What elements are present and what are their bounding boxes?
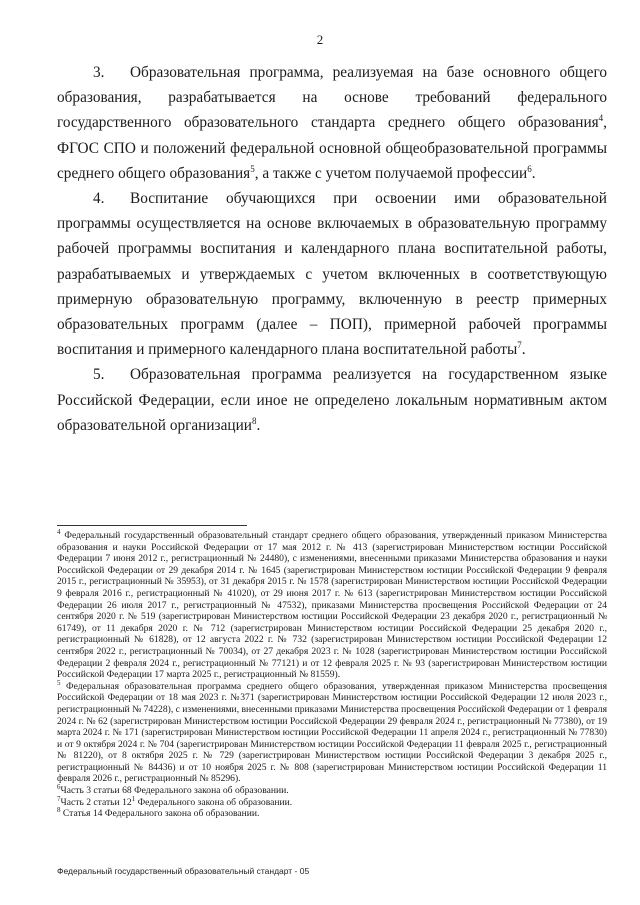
footnote-7 xyxy=(57,794,607,809)
footnote-4 xyxy=(57,527,607,681)
footnote-separator xyxy=(57,525,247,526)
page-number: 2 xyxy=(316,32,324,47)
footnotes xyxy=(57,527,607,820)
footnote-8 xyxy=(57,808,607,820)
paragraph-text: , а также с учетом получаемой профессии xyxy=(254,164,528,182)
paragraph-3 xyxy=(57,60,607,186)
paragraph-number: 4. xyxy=(93,190,105,208)
footnote-text: Часть 3 статьи 68 Федерального закона об образовании. xyxy=(60,785,289,797)
footnote-ref[interactable]: 6 xyxy=(527,163,532,174)
footnote-ref[interactable]: 7 xyxy=(517,340,522,351)
footnote-mark: 4 xyxy=(57,527,61,536)
paragraph-4 xyxy=(57,186,607,362)
paragraph-end: . xyxy=(531,164,536,182)
footnote-mark: 6 xyxy=(57,782,61,791)
footnote-ref[interactable]: 5 xyxy=(250,163,255,174)
footnote-text: Федерального закона об образовании. xyxy=(135,796,293,808)
footnote-ref[interactable]: 4 xyxy=(598,113,604,124)
paragraph-number: 3. xyxy=(93,64,105,81)
paragraph-text: Образовательная программа реализуется на государственном языке Российской Федерации, если иное не определено локальным нормативным актом образовательной организации xyxy=(57,366,607,434)
paragraph-end: . xyxy=(521,341,526,359)
footnote-text: Федеральная образовательная программа среднего общего образования, утвержденная приказом Министерства просвещения Российской Федерации от 18 мая 2023 г. №371 (зарегистрирован Министерством юстиции Российской Федерации 12 июля 2023 г., регистрационный № 74228), с изменениями, внесенными приказами Министерства просвещения Российской Федерации от 1 февраля 2024 г. № 62 (зарегистрирован Министерством юстиции Российской Федерации 29 февраля 2024 г., регистрационный № 77380), от 19 марта 2024 г. № 171 (зарегистрирован Министерством юстиции Российской Федерации 11 апреля 2024 г., регистрационный № 77830) и от 9 октября 2024 г. № 704 (зарегистрирован Министерством юстиции Российской Федерации 11 февраля 2025 г., регистрационный № 81220), от 8 октября 2025 г. № 729 (зарегистрирован Министерством юстиции Российской Федерации 3 декабря 2025 г., регистрационный № 84436) и от 10 ноября 2025 г. № 808 (зарегистрирован Министерством юстиции Российской Федерации 11 февраля 2026 г., регистрационный № 85296). xyxy=(57,680,607,785)
footnote-6 xyxy=(57,782,607,797)
paragraph-end: . xyxy=(256,416,261,434)
footnote-text: Часть 2 статьи 12 xyxy=(60,796,132,808)
paragraph-number: 5. xyxy=(93,366,105,384)
footnote-mark: 8 xyxy=(57,806,61,815)
footnote-ref[interactable]: 8 xyxy=(251,415,257,426)
footnote-5 xyxy=(57,678,607,785)
document-body xyxy=(57,60,607,438)
footnote-mark: 5 xyxy=(57,678,61,687)
article-index: 1 xyxy=(131,794,136,803)
page-footer: Федеральный государственный образовательный стандарт - 05 xyxy=(57,866,310,876)
footnote-mark: 7 xyxy=(57,794,61,803)
paragraph-text: Образовательная программа, реализуемая на базе основного общего образования, разрабатывается на основе требований федерального государственного образовательного стандарта среднего общего образования xyxy=(57,64,607,132)
footnote-text: Статья 14 Федерального закона об образовании. xyxy=(60,808,260,820)
paragraph-5 xyxy=(57,362,607,438)
paragraph-text: , ФГОС СПО и положений федеральной основной общеобразовательной программы среднего общего образования xyxy=(57,114,607,182)
paragraph-text: Воспитание обучающихся при освоении ими образовательной программы осуществляется на основе включаемых в образовательную программу рабочей программы воспитания и календарного плана воспитательной работы, разрабатываемых и утверждаемых с учетом включенных в соответствующую примерную образовательную программу, включенную в реестр примерных образовательных программ (далее – ПОП), примерной рабочей программы воспитания и примерного календарного плана воспитательной работы xyxy=(57,190,607,359)
footnote-text: Федеральный государственный образовательный стандарт среднего общего образования, утвержденный приказом Министерства образования и науки Российской Федерации от 17 мая 2012 г. № 413 (зарегистрирован Министерством юстиции Российской Федерации 7 июня 2012 г., регистрационный № 24480), с изменениями, внесенными приказами Министерства образования и науки Российской Федерации от 29 декабря 2014 г. № 1645 (зарегистрирован Министерством юстиции Российской Федерации 9 февраля 2015 г., регистрационный № 35953), от 31 декабря 2015 г. № 1578 (зарегистрирован Министерством юстиции Российской Федерации 9 февраля 2016 г., регистрационный № 41020), от 29 июня 2017 г. № 613 (зарегистрирован Министерством юстиции Российской Федерации 26 июля 2017 г., регистрационный № 47532), приказами Министерства просвещения Российской Федерации от 24 сентября 2020 г. № 519 (зарегистрирован Министерством юстиции Российской Федерации 23 декабря 2020 г., регистрационный № 61749), от 11 декабря 2020 г. № 712 (зарегистрирован Министерством юстиции Российской Федерации 25 декабря 2020 г., регистрационный № 61828), от 12 августа 2022 г. № 732 (зарегистрирован Министерством юстиции Российской Федерации 12 сентября 2022 г., регистрационный № 70034), от 27 декабря 2023 г. № 1028 (зарегистрирован Министерством юстиции Российской Федерации 2 февраля 2024 г., регистрационный № 77121) и от 12 февраля 2025 г. № 93 (зарегистрирован Министерством юстиции Российской Федерации 17 марта 2025 г., регистрационный № 81559). xyxy=(57,530,607,681)
